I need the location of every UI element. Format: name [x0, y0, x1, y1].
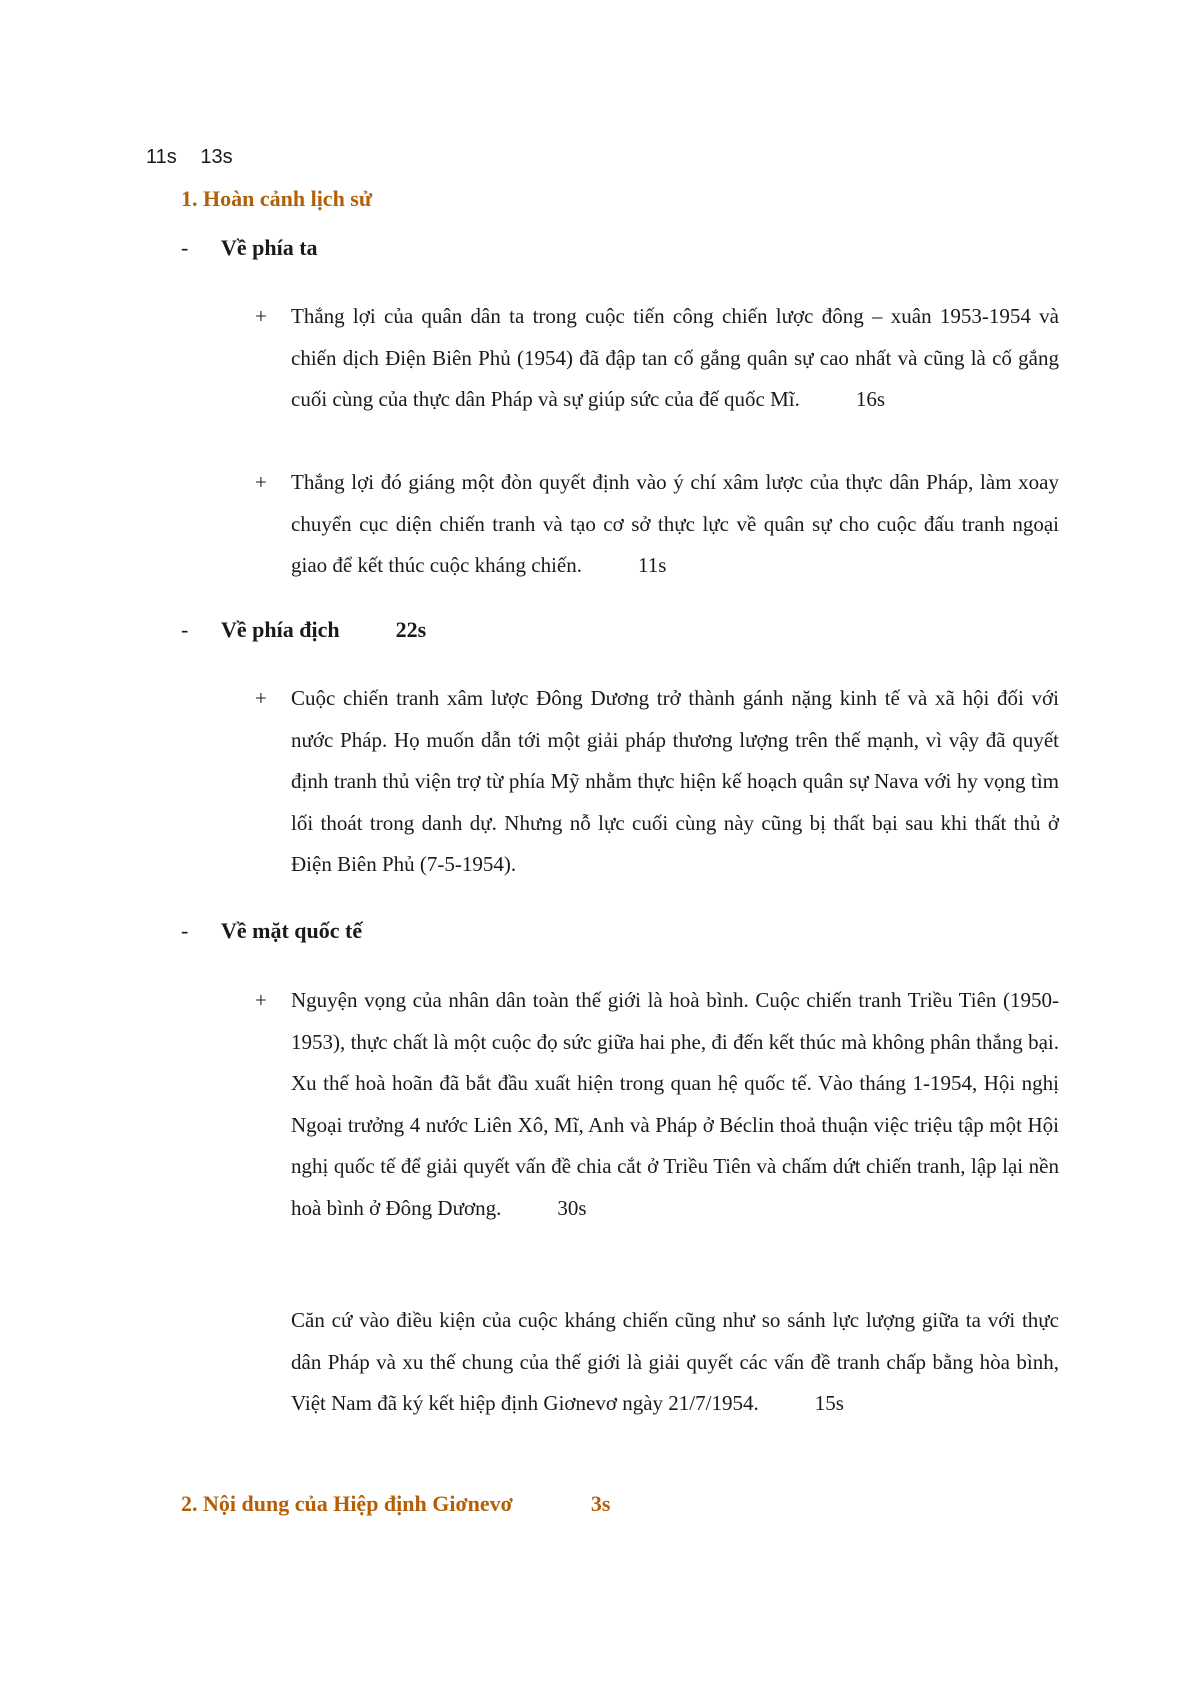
time-note: 13s [200, 146, 233, 168]
dash-marker: - [181, 617, 189, 642]
item-text: Thắng lợi đó giáng một đòn quyết định vào ý chí xâm lược của thực dân Pháp, làm xoay chuyển cục diện chiến tranh và tạo cơ sở thực lực về quân sự cho cuộc đấu tranh ngoại giao để kết thúc cuộc kháng chiến. [291, 470, 1059, 577]
list-item [255, 678, 1059, 886]
subheading-enemy-side [181, 617, 426, 643]
time-note: 3s [590, 1491, 611, 1516]
time-note: 11s [637, 553, 667, 577]
top-time-notes [146, 146, 251, 169]
subheading-text: Về phía địch [221, 617, 340, 642]
subheading-our-side [181, 235, 318, 261]
list-item [255, 462, 1059, 587]
list-item [255, 980, 1059, 1229]
conclusion-text: Căn cứ vào điều kiện của cuộc kháng chiến cũng như so sánh lực lượng giữa ta với thực dân Pháp và xu thế chung của thế giới là giải quyết các vấn đề tranh chấp bằng hòa bình, Việt Nam đã ký kết hiệp định Giơnevơ ngày 21/7/1954. [291, 1308, 1059, 1415]
time-note: 11s [146, 146, 177, 168]
subheading-text: Về mặt quốc tế [221, 918, 363, 943]
time-note: 16s [855, 387, 886, 411]
time-note: 22s [395, 617, 427, 642]
dash-marker: - [181, 918, 189, 943]
dash-marker: - [181, 235, 189, 260]
plus-marker: + [255, 686, 267, 710]
time-note: 15s [814, 1391, 844, 1415]
subheading-text: Về phía ta [221, 235, 318, 260]
section-heading-historical-context [181, 186, 372, 212]
time-note: 30s [557, 1195, 587, 1220]
heading-text: 1. Hoàn cảnh lịch sử [181, 186, 373, 211]
plus-marker: + [255, 470, 267, 494]
plus-marker: + [255, 304, 267, 328]
plus-marker: + [255, 988, 267, 1012]
item-text: Thắng lợi của quân dân ta trong cuộc tiến công chiến lược đông – xuân 1953-1954 và chiến dịch Điện Biên Phủ (1954) đã đập tan cố gắng quân sự cao nhất và cũng là cố gắng cuối cùng của thực dân Pháp và sự giúp sức của đế quốc Mĩ. [291, 304, 1059, 411]
conclusion-paragraph [291, 1300, 1059, 1425]
section-heading-geneva-content [181, 1491, 610, 1517]
item-text: Cuộc chiến tranh xâm lược Đông Dương trở thành gánh nặng kinh tế và xã hội đối với nước Pháp. Họ muốn dẫn tới một giải pháp thương lượng trên thế mạnh, vì vậy đã quyết định tranh thủ viện trợ từ phía Mỹ nhằm thực hiện kế hoạch quân sự Nava với hy vọng tìm lối thoát trong danh dự. Nhưng nỗ lực cuối cùng này cũng bị thất bại sau khi thất thủ ở Điện Biên Phủ (7-5-1954). [291, 686, 1059, 876]
item-text: Nguyện vọng của nhân dân toàn thế giới là hoà bình. Cuộc chiến tranh Triều Tiên (1950-1953), thực chất là một cuộc đọ sức giữa hai phe, đi đến kết thúc mà không phân thắng bại. Xu thế hoà hoãn đã bắt đầu xuất hiện trong quan hệ quốc tế. Vào tháng 1-1954, Hội nghị Ngoại trưởng 4 nước Liên Xô, Mĩ, Anh và Pháp ở Béclin thoả thuận việc triệu tập một Hội nghị quốc tế để giải quyết vấn đề chia cắt ở Triều Tiên và chấm dứt chiến tranh, lập lại nền hoà bình ở Đông Dương. [291, 988, 1059, 1220]
list-item [255, 296, 1059, 421]
subheading-international [181, 918, 362, 944]
heading-text: 2. Nội dung của Hiệp định Giơnevơ [181, 1491, 513, 1516]
